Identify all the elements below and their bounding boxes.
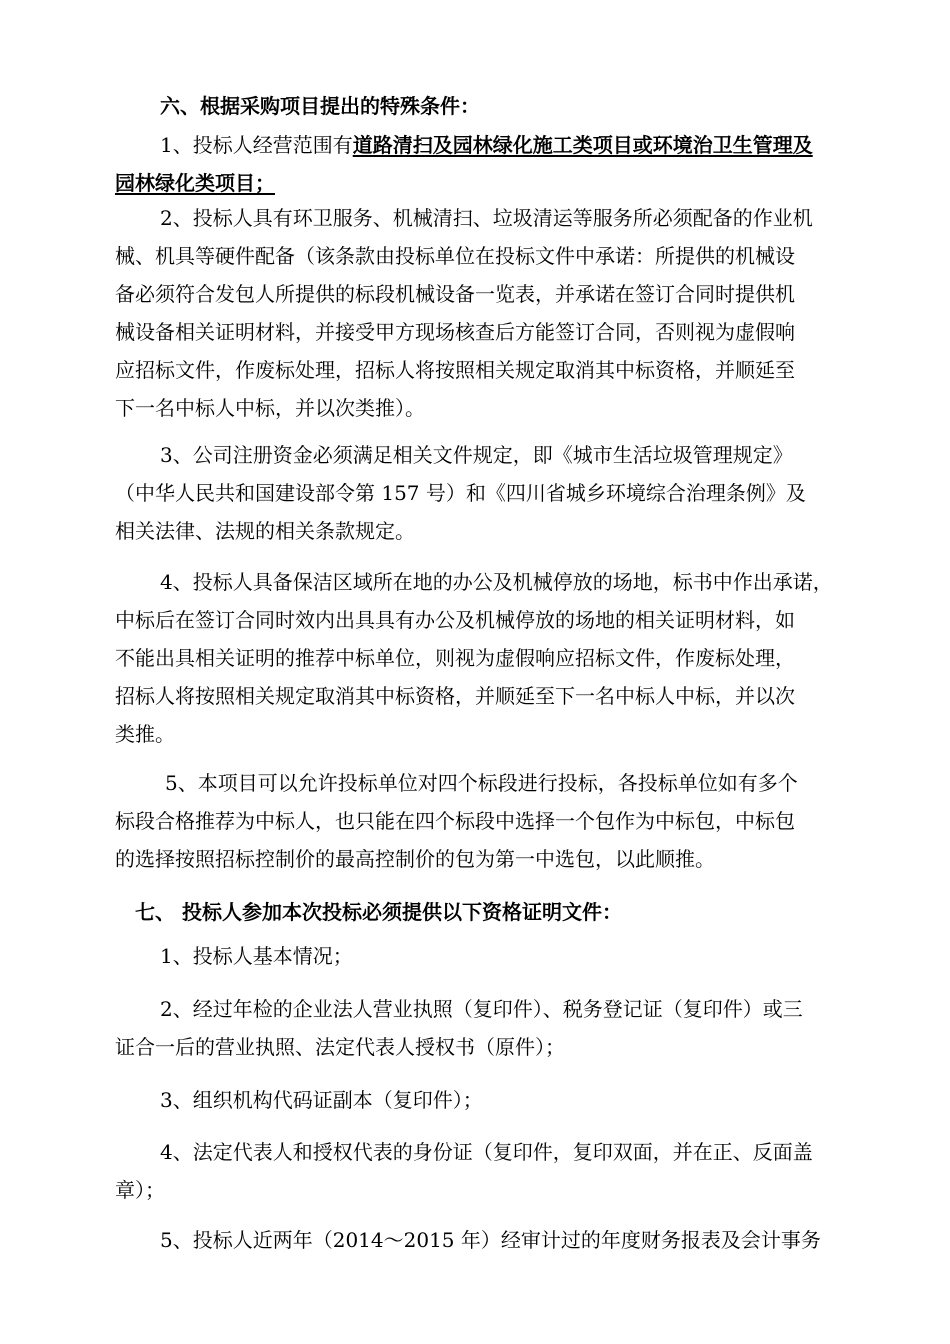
section-6-item-1 <box>115 126 860 202</box>
section-7-heading: 七、 投标人参加本次投标必须提供以下资格证明文件： <box>135 900 622 924</box>
section-7-item-3 <box>115 1081 860 1119</box>
paragraph-line: 备必须符合发包人所提供的标段机械设备一览表，并承诺在签订合同时提供机 <box>115 282 795 306</box>
paragraph-line: 标段合格推荐为中标人，也只能在四个标段中选择一个包作为中标包，中标包 <box>115 809 795 833</box>
paragraph-line: 5、投标人近两年（2014～2015 年）经审计过的年度财务报表及会计事务 <box>160 1228 821 1252</box>
item-1-emphasis-2: 园林绿化类项目； <box>115 171 275 195</box>
paragraph-line: 2、经过年检的企业法人营业执照（复印件）、税务登记证（复印件）或三 <box>160 997 803 1021</box>
section-6-item-5 <box>115 764 860 878</box>
section-6-item-1-line-2 <box>115 164 860 202</box>
paragraph-line: 3、组织机构代码证副本（复印件）； <box>160 1088 483 1112</box>
paragraph-line: 械、机具等硬件配备（该条款由投标单位在投标文件中承诺：所提供的机械设 <box>115 244 795 268</box>
section-6-item-4 <box>115 563 860 753</box>
paragraph-line: 证合一后的营业执照、法定代表人授权书（原件）； <box>115 1035 565 1059</box>
section-6-item-3 <box>115 436 860 550</box>
paragraph-line: 下一名中标人中标，并以次类推）。 <box>115 396 425 420</box>
paragraph-line: 不能出具相关证明的推荐中标单位，则视为虚假响应招标文件，作废标处理， <box>115 646 795 670</box>
paragraph-line: 4、法定代表人和授权代表的身份证（复印件，复印双面，并在正、反面盖 <box>160 1140 813 1164</box>
paragraph-line: 械设备相关证明材料，并接受甲方现场核查后方能签订合同，否则视为虚假响 <box>115 320 795 344</box>
section-6-item-1-line-1 <box>115 126 860 164</box>
section-6-heading-block <box>115 90 860 123</box>
paragraph-line: 3、公司注册资金必须满足相关文件规定，即《城市生活垃圾管理规定》 <box>160 443 793 467</box>
paragraph-line: 4、投标人具备保洁区域所在地的办公及机械停放的场地，标书中作出承诺， <box>160 570 833 594</box>
section-7-item-2 <box>115 990 860 1066</box>
item-1-prefix: 1、投标人经营范围有 <box>160 133 353 157</box>
paragraph-line: 类推。 <box>115 722 175 746</box>
paragraph-line: 应招标文件，作废标处理，招标人将按照相关规定取消其中标资格，并顺延至 <box>115 358 795 382</box>
section-7-item-5 <box>115 1221 860 1259</box>
paragraph-line: 的选择按照招标控制价的最高控制价的包为第一中选包，以此顺推。 <box>115 847 715 871</box>
section-6-heading: 六、根据采购项目提出的特殊条件： <box>160 94 480 118</box>
section-6-item-2 <box>115 199 860 427</box>
section-7-item-1 <box>115 937 860 975</box>
section-7-item-4 <box>115 1133 860 1209</box>
item-1-emphasis-1: 道路清扫及园林绿化施工类项目或环境治卫生管理及 <box>352 133 813 157</box>
section-7-heading-block <box>115 896 860 929</box>
paragraph-line: 章）； <box>115 1178 165 1202</box>
paragraph-line: 1、投标人基本情况； <box>160 944 353 968</box>
paragraph-line: 中标后在签订合同时效内出具具有办公及机械停放的场地的相关证明材料，如 <box>115 608 795 632</box>
paragraph-line: （中华人民共和国建设部令第 157 号）和《四川省城乡环境综合治理条例》及 <box>115 481 806 505</box>
paragraph-line: 5、本项目可以允许投标单位对四个标段进行投标，各投标单位如有多个 <box>165 771 798 795</box>
paragraph-line: 招标人将按照相关规定取消其中标资格，并顺延至下一名中标人中标，并以次 <box>115 684 795 708</box>
paragraph-line: 相关法律、法规的相关条款规定。 <box>115 519 415 543</box>
paragraph-line: 2、投标人具有环卫服务、机械清扫、垃圾清运等服务所必须配备的作业机 <box>160 206 813 230</box>
